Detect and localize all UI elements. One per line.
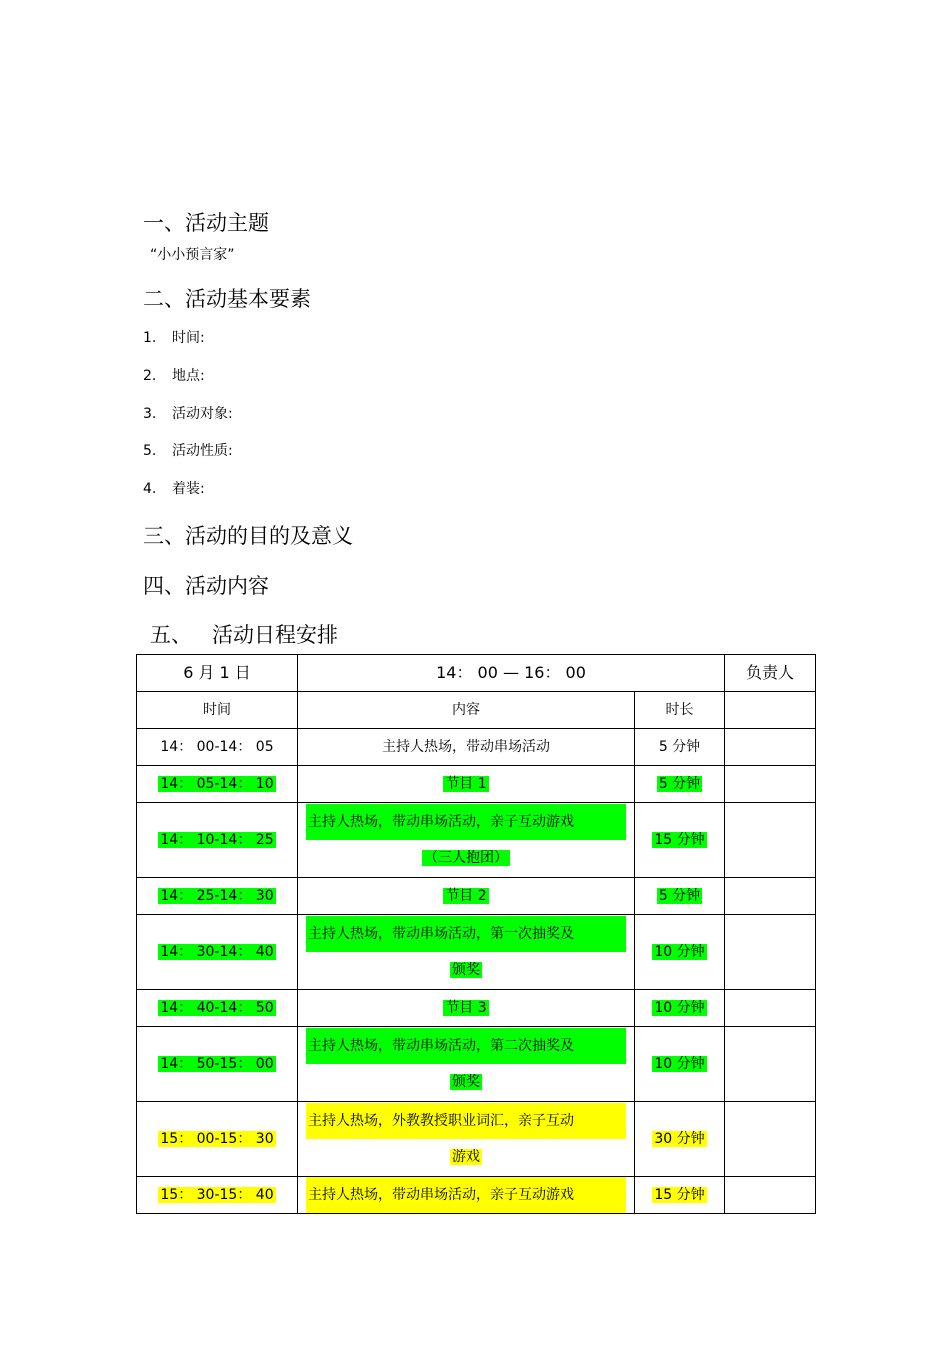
item-number: 4. <box>143 481 157 497</box>
cell-content <box>298 990 635 1027</box>
cell-time <box>137 729 298 766</box>
time-text: 15： 00-15： 30 <box>160 1131 274 1147</box>
content-text: 节目 1 <box>445 776 487 792</box>
cell-owner <box>725 915 816 990</box>
cell-owner <box>725 729 816 766</box>
content-line <box>298 952 634 988</box>
cell-time <box>137 1102 298 1177</box>
table-row <box>137 915 816 990</box>
table-row <box>137 990 816 1027</box>
cell-owner <box>725 990 816 1027</box>
cell-content <box>298 1102 635 1177</box>
element-item <box>143 478 205 498</box>
item-number: 5. <box>143 443 157 459</box>
section-5-label: 活动日程安排 <box>212 623 338 647</box>
table-row <box>137 878 816 915</box>
duration-text: 15 分钟 <box>654 1187 705 1203</box>
duration-text: 30 分钟 <box>654 1131 705 1147</box>
cell-time <box>137 1027 298 1102</box>
time-text: 14： 50-15： 00 <box>160 1056 274 1072</box>
content-text: 游戏 <box>452 1149 480 1165</box>
content-line <box>298 804 634 840</box>
cell-time <box>137 878 298 915</box>
section-5-title <box>150 619 338 649</box>
time-text: 14： 40-14： 50 <box>160 1000 274 1016</box>
cell-time <box>137 990 298 1027</box>
cell-time <box>137 1177 298 1214</box>
cell-duration <box>635 766 725 803</box>
cell-content <box>298 1177 635 1214</box>
content-line <box>298 840 634 876</box>
cell-content <box>298 878 635 915</box>
content-text: 主持人热场，带动串场活动，亲子互动游戏 <box>306 804 626 840</box>
cell-owner <box>725 1027 816 1102</box>
column-duration: 时长 <box>635 692 725 729</box>
duration-text: 10 分钟 <box>654 1000 705 1016</box>
item-label: 活动性质: <box>172 443 233 459</box>
cell-content <box>298 915 635 990</box>
table-row <box>137 1102 816 1177</box>
duration-text: 5 分钟 <box>658 739 701 755</box>
column-content: 内容 <box>298 692 635 729</box>
item-number: 2. <box>143 368 157 384</box>
section-3-title: 三、活动的目的及意义 <box>143 524 353 548</box>
element-item <box>143 327 205 347</box>
time-text: 14： 25-14： 30 <box>160 888 274 904</box>
table-row <box>137 1177 816 1214</box>
item-number: 1. <box>143 330 157 346</box>
time-text: 14： 00-14： 05 <box>160 739 274 755</box>
header-date: 6 月 1 日 <box>137 655 298 692</box>
cell-time <box>137 915 298 990</box>
cell-content <box>298 766 635 803</box>
cell-duration <box>635 915 725 990</box>
duration-text: 10 分钟 <box>654 944 705 960</box>
table-row <box>137 729 816 766</box>
content-line <box>298 916 634 952</box>
section-4-title: 四、活动内容 <box>143 574 269 598</box>
cell-owner <box>725 878 816 915</box>
table-row <box>137 766 816 803</box>
item-number: 3. <box>143 406 157 422</box>
schedule-table <box>136 654 816 1214</box>
table-row <box>137 803 816 878</box>
table-column-row <box>137 692 816 729</box>
cell-content <box>298 803 635 878</box>
cell-content <box>298 729 635 766</box>
cell-owner <box>725 766 816 803</box>
element-item <box>143 440 233 460</box>
cell-duration <box>635 1027 725 1102</box>
column-owner-empty <box>725 692 816 729</box>
section-1-title: 一、活动主题 <box>143 211 269 235</box>
cell-content <box>298 1027 635 1102</box>
item-label: 着装: <box>172 481 205 497</box>
content-text: 主持人热场，外教教授职业词汇，亲子互动 <box>306 1103 626 1139</box>
content-text: 主持人热场，带动串场活动，第一次抽奖及 <box>306 916 626 952</box>
header-time-range: 14： 00 — 16： 00 <box>298 655 725 692</box>
element-item <box>143 365 205 385</box>
content-line <box>298 1103 634 1139</box>
cell-owner <box>725 1177 816 1214</box>
time-text: 14： 30-14： 40 <box>160 944 274 960</box>
content-text: 颁奖 <box>452 962 480 978</box>
cell-owner <box>725 803 816 878</box>
cell-owner <box>725 1102 816 1177</box>
content-text: 颁奖 <box>452 1074 480 1090</box>
item-label: 时间: <box>172 330 205 346</box>
cell-duration <box>635 878 725 915</box>
content-text: 节目 3 <box>445 1000 487 1016</box>
content-line <box>298 1028 634 1064</box>
content-text: 主持人热场，带动串场活动 <box>382 739 550 755</box>
item-label: 地点: <box>172 368 205 384</box>
section-5-number: 五、 <box>150 623 192 647</box>
element-item <box>143 403 233 423</box>
cell-duration <box>635 1177 725 1214</box>
content-text: （三人抱团） <box>424 850 508 866</box>
cell-duration <box>635 803 725 878</box>
duration-text: 15 分钟 <box>654 832 705 848</box>
time-text: 14： 10-14： 25 <box>160 832 274 848</box>
cell-duration <box>635 990 725 1027</box>
cell-time <box>137 766 298 803</box>
cell-duration <box>635 1102 725 1177</box>
item-label: 活动对象: <box>172 406 233 422</box>
cell-time <box>137 803 298 878</box>
content-text: 主持人热场，带动串场活动，第二次抽奖及 <box>306 1028 626 1064</box>
theme-text: “小小预言家” <box>150 247 235 263</box>
table-header-row <box>137 655 816 692</box>
time-text: 15： 30-15： 40 <box>160 1187 274 1203</box>
column-time: 时间 <box>137 692 298 729</box>
table-row <box>137 1027 816 1102</box>
cell-duration <box>635 729 725 766</box>
content-line <box>298 1064 634 1100</box>
section-2-title: 二、活动基本要素 <box>143 287 311 311</box>
content-text: 节目 2 <box>445 888 487 904</box>
duration-text: 10 分钟 <box>654 1056 705 1072</box>
duration-text: 5 分钟 <box>658 888 701 904</box>
header-owner: 负责人 <box>725 655 816 692</box>
duration-text: 5 分钟 <box>658 776 701 792</box>
content-line <box>298 1139 634 1175</box>
content-text: 主持人热场，带动串场活动，亲子互动游戏 <box>306 1177 626 1213</box>
time-text: 14： 05-14： 10 <box>160 776 274 792</box>
